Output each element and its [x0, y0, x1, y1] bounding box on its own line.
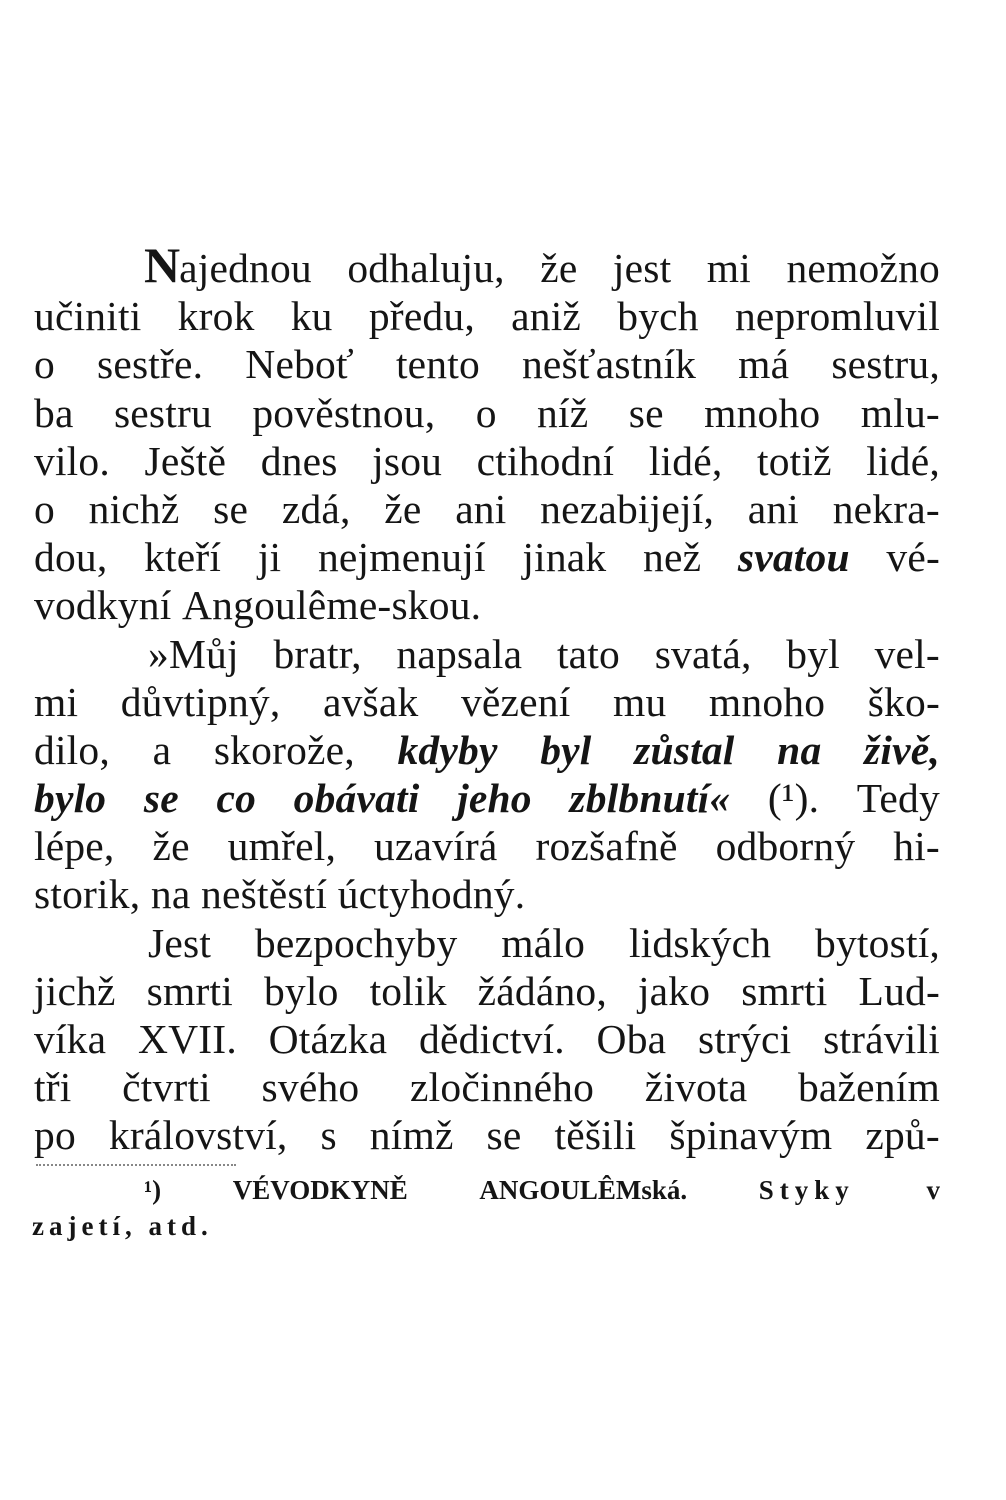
word: lidé,	[648, 437, 723, 484]
word: než	[643, 534, 702, 581]
word: bytostí,	[815, 919, 940, 966]
word: že	[152, 823, 190, 870]
word: avšak	[322, 678, 419, 725]
footnote-line: zajetí, atd.	[32, 1211, 213, 1241]
word: tato	[556, 630, 620, 677]
text-line	[34, 437, 940, 485]
word: ji	[257, 534, 282, 581]
word: na	[777, 726, 822, 773]
word: Oba	[596, 1016, 667, 1062]
word-group	[144, 237, 312, 293]
word: vodkyní	[34, 582, 172, 629]
word: obávati	[293, 775, 420, 822]
word: byl	[540, 726, 592, 773]
word: království,	[108, 1112, 288, 1159]
word: dilo,	[34, 726, 110, 773]
footnote-word: VÉVODKYNĚ	[232, 1175, 408, 1205]
word: jest	[612, 245, 672, 291]
word: Tedy	[856, 775, 940, 822]
footnote-word: Styky	[758, 1175, 855, 1205]
word: málo	[501, 919, 586, 966]
word: lépe,	[34, 823, 115, 870]
text-line	[34, 1063, 940, 1111]
word: o	[475, 389, 497, 436]
text-line	[34, 678, 940, 726]
word: Jest	[148, 919, 212, 966]
word: co	[216, 775, 257, 822]
text-line	[34, 237, 940, 293]
word: bezpochyby	[254, 919, 458, 966]
word: dou,	[34, 534, 108, 581]
word: rozšafně	[535, 823, 678, 870]
word: smrti	[741, 967, 828, 1014]
word: bratr,	[273, 630, 362, 677]
word: na	[150, 871, 191, 918]
word: jako	[637, 967, 711, 1014]
word: uzavírá	[373, 823, 498, 870]
text-line	[34, 967, 940, 1015]
word: ajednou	[179, 245, 312, 291]
footnote	[32, 1172, 940, 1244]
word: nekra-	[832, 485, 940, 532]
word: s	[320, 1112, 337, 1159]
word: mi	[34, 678, 79, 725]
word: špinavým	[669, 1112, 833, 1159]
word: bažením	[797, 1064, 940, 1111]
text-line	[34, 822, 940, 870]
word: svého	[261, 1064, 360, 1111]
word: sestru,	[831, 341, 940, 388]
word: jichž	[34, 967, 116, 1014]
word: Angoulême-skou.	[182, 582, 482, 629]
word: vel-	[874, 630, 940, 677]
word: těšili	[554, 1112, 637, 1159]
footnote-word: v	[926, 1175, 940, 1205]
word: svatá,	[654, 630, 752, 677]
text-line	[34, 1111, 940, 1159]
word: o	[34, 341, 55, 388]
word-space	[327, 870, 338, 918]
word: mu	[612, 678, 667, 725]
text-line	[34, 389, 940, 437]
drop-cap-letter: N	[144, 237, 180, 293]
word: se	[628, 389, 664, 436]
word: mlu-	[860, 389, 940, 436]
word: sestře.	[96, 341, 204, 388]
word: strýci	[697, 1016, 792, 1062]
word: jinak	[522, 534, 607, 581]
word: umřel,	[227, 823, 337, 870]
word: zůstal	[634, 726, 735, 773]
word: nichž	[88, 485, 180, 532]
word: sestru	[113, 389, 212, 436]
word: »Můj	[148, 630, 239, 677]
word: krok	[177, 293, 255, 340]
word: skorože,	[213, 726, 355, 773]
text-line	[34, 340, 940, 388]
word: důvtipný,	[120, 678, 281, 725]
word-space	[140, 870, 151, 918]
word: XVII.	[137, 1016, 237, 1062]
word: bych	[617, 293, 699, 340]
text-line	[34, 919, 940, 967]
word: odhaluju,	[347, 245, 505, 291]
word: níž	[537, 389, 589, 436]
word: jsou	[372, 437, 443, 484]
word: tolik	[369, 967, 447, 1014]
footnote-marker: ¹)	[144, 1175, 162, 1205]
word: zblbnutí«	[569, 775, 731, 822]
footnote-word: ANGOULÊMská.	[479, 1175, 688, 1205]
word: života	[644, 1064, 748, 1111]
word-space	[190, 870, 201, 918]
word: ku	[290, 293, 333, 340]
word: učiniti	[34, 293, 142, 340]
word: se	[213, 485, 249, 532]
word: bylo	[263, 967, 339, 1014]
word: smrti	[146, 967, 233, 1014]
word: pověstnou,	[252, 389, 436, 436]
word: totiž	[756, 437, 832, 484]
word: a	[152, 726, 172, 773]
word: kdyby	[397, 726, 498, 773]
word: ani	[455, 485, 507, 532]
text-line	[34, 581, 940, 629]
word: po	[34, 1112, 76, 1159]
word: ško-	[867, 678, 940, 725]
word: víka	[34, 1016, 107, 1062]
word: byl	[786, 630, 840, 677]
text-line	[34, 774, 940, 822]
word: ba	[34, 389, 74, 436]
word: Neboť	[245, 341, 354, 388]
word: o	[34, 485, 55, 532]
word: způ-	[865, 1112, 940, 1159]
word: kteří	[144, 534, 222, 581]
word: vé-	[886, 534, 940, 581]
word: storik,	[34, 871, 141, 918]
word: tři	[34, 1064, 72, 1111]
text-line	[34, 870, 940, 918]
word: předu,	[368, 293, 475, 340]
word: nepromluvil	[734, 293, 940, 340]
word: neštěstí	[201, 871, 328, 918]
text-line	[34, 630, 940, 678]
text-line	[34, 726, 940, 774]
word: tento	[395, 341, 480, 388]
word: Lud-	[858, 967, 940, 1014]
word: strávili	[823, 1016, 940, 1062]
word: odborný	[715, 823, 856, 870]
word: žádáno,	[477, 967, 607, 1014]
text-line	[34, 292, 940, 340]
word: mnoho	[704, 389, 821, 436]
word: mnoho	[708, 678, 826, 725]
word: se	[143, 775, 179, 822]
footnote-line	[32, 1172, 940, 1208]
word: čtvrti	[122, 1064, 211, 1111]
word-space	[171, 581, 182, 629]
word: Ještě	[144, 437, 227, 484]
word: nemožno	[786, 245, 940, 291]
word: ctihodní	[476, 437, 615, 484]
word: má	[738, 341, 790, 388]
word: zločinného	[410, 1064, 595, 1111]
word: aniž	[511, 293, 582, 340]
text-line	[34, 533, 940, 581]
word: nešťastník	[521, 341, 697, 388]
word: úctyhodný.	[337, 871, 526, 918]
word: že	[384, 485, 422, 532]
word: nezabijejí,	[540, 485, 715, 532]
word: vězení	[460, 678, 571, 725]
text-line	[34, 485, 940, 533]
word: dědictví.	[419, 1016, 565, 1062]
word: svatou	[737, 534, 850, 581]
word: živě,	[864, 726, 940, 773]
word: ani	[747, 485, 800, 532]
word: se	[486, 1112, 522, 1159]
word: Otázka	[268, 1016, 388, 1062]
text-line	[34, 1015, 940, 1063]
word: dnes	[260, 437, 338, 484]
word: bylo	[34, 775, 107, 822]
word: vilo.	[34, 437, 110, 484]
word: lidských	[628, 919, 772, 966]
word: nímž	[369, 1112, 454, 1159]
word: lidé,	[866, 437, 940, 484]
word: že	[540, 245, 578, 291]
word: zdá,	[281, 485, 351, 532]
word: (¹).	[767, 775, 820, 822]
word: nejmenují	[317, 534, 486, 581]
body-text	[34, 237, 940, 1160]
word: jeho	[457, 775, 532, 822]
word: napsala	[396, 630, 523, 677]
word: hi-	[893, 823, 940, 870]
word: mi	[706, 245, 752, 291]
